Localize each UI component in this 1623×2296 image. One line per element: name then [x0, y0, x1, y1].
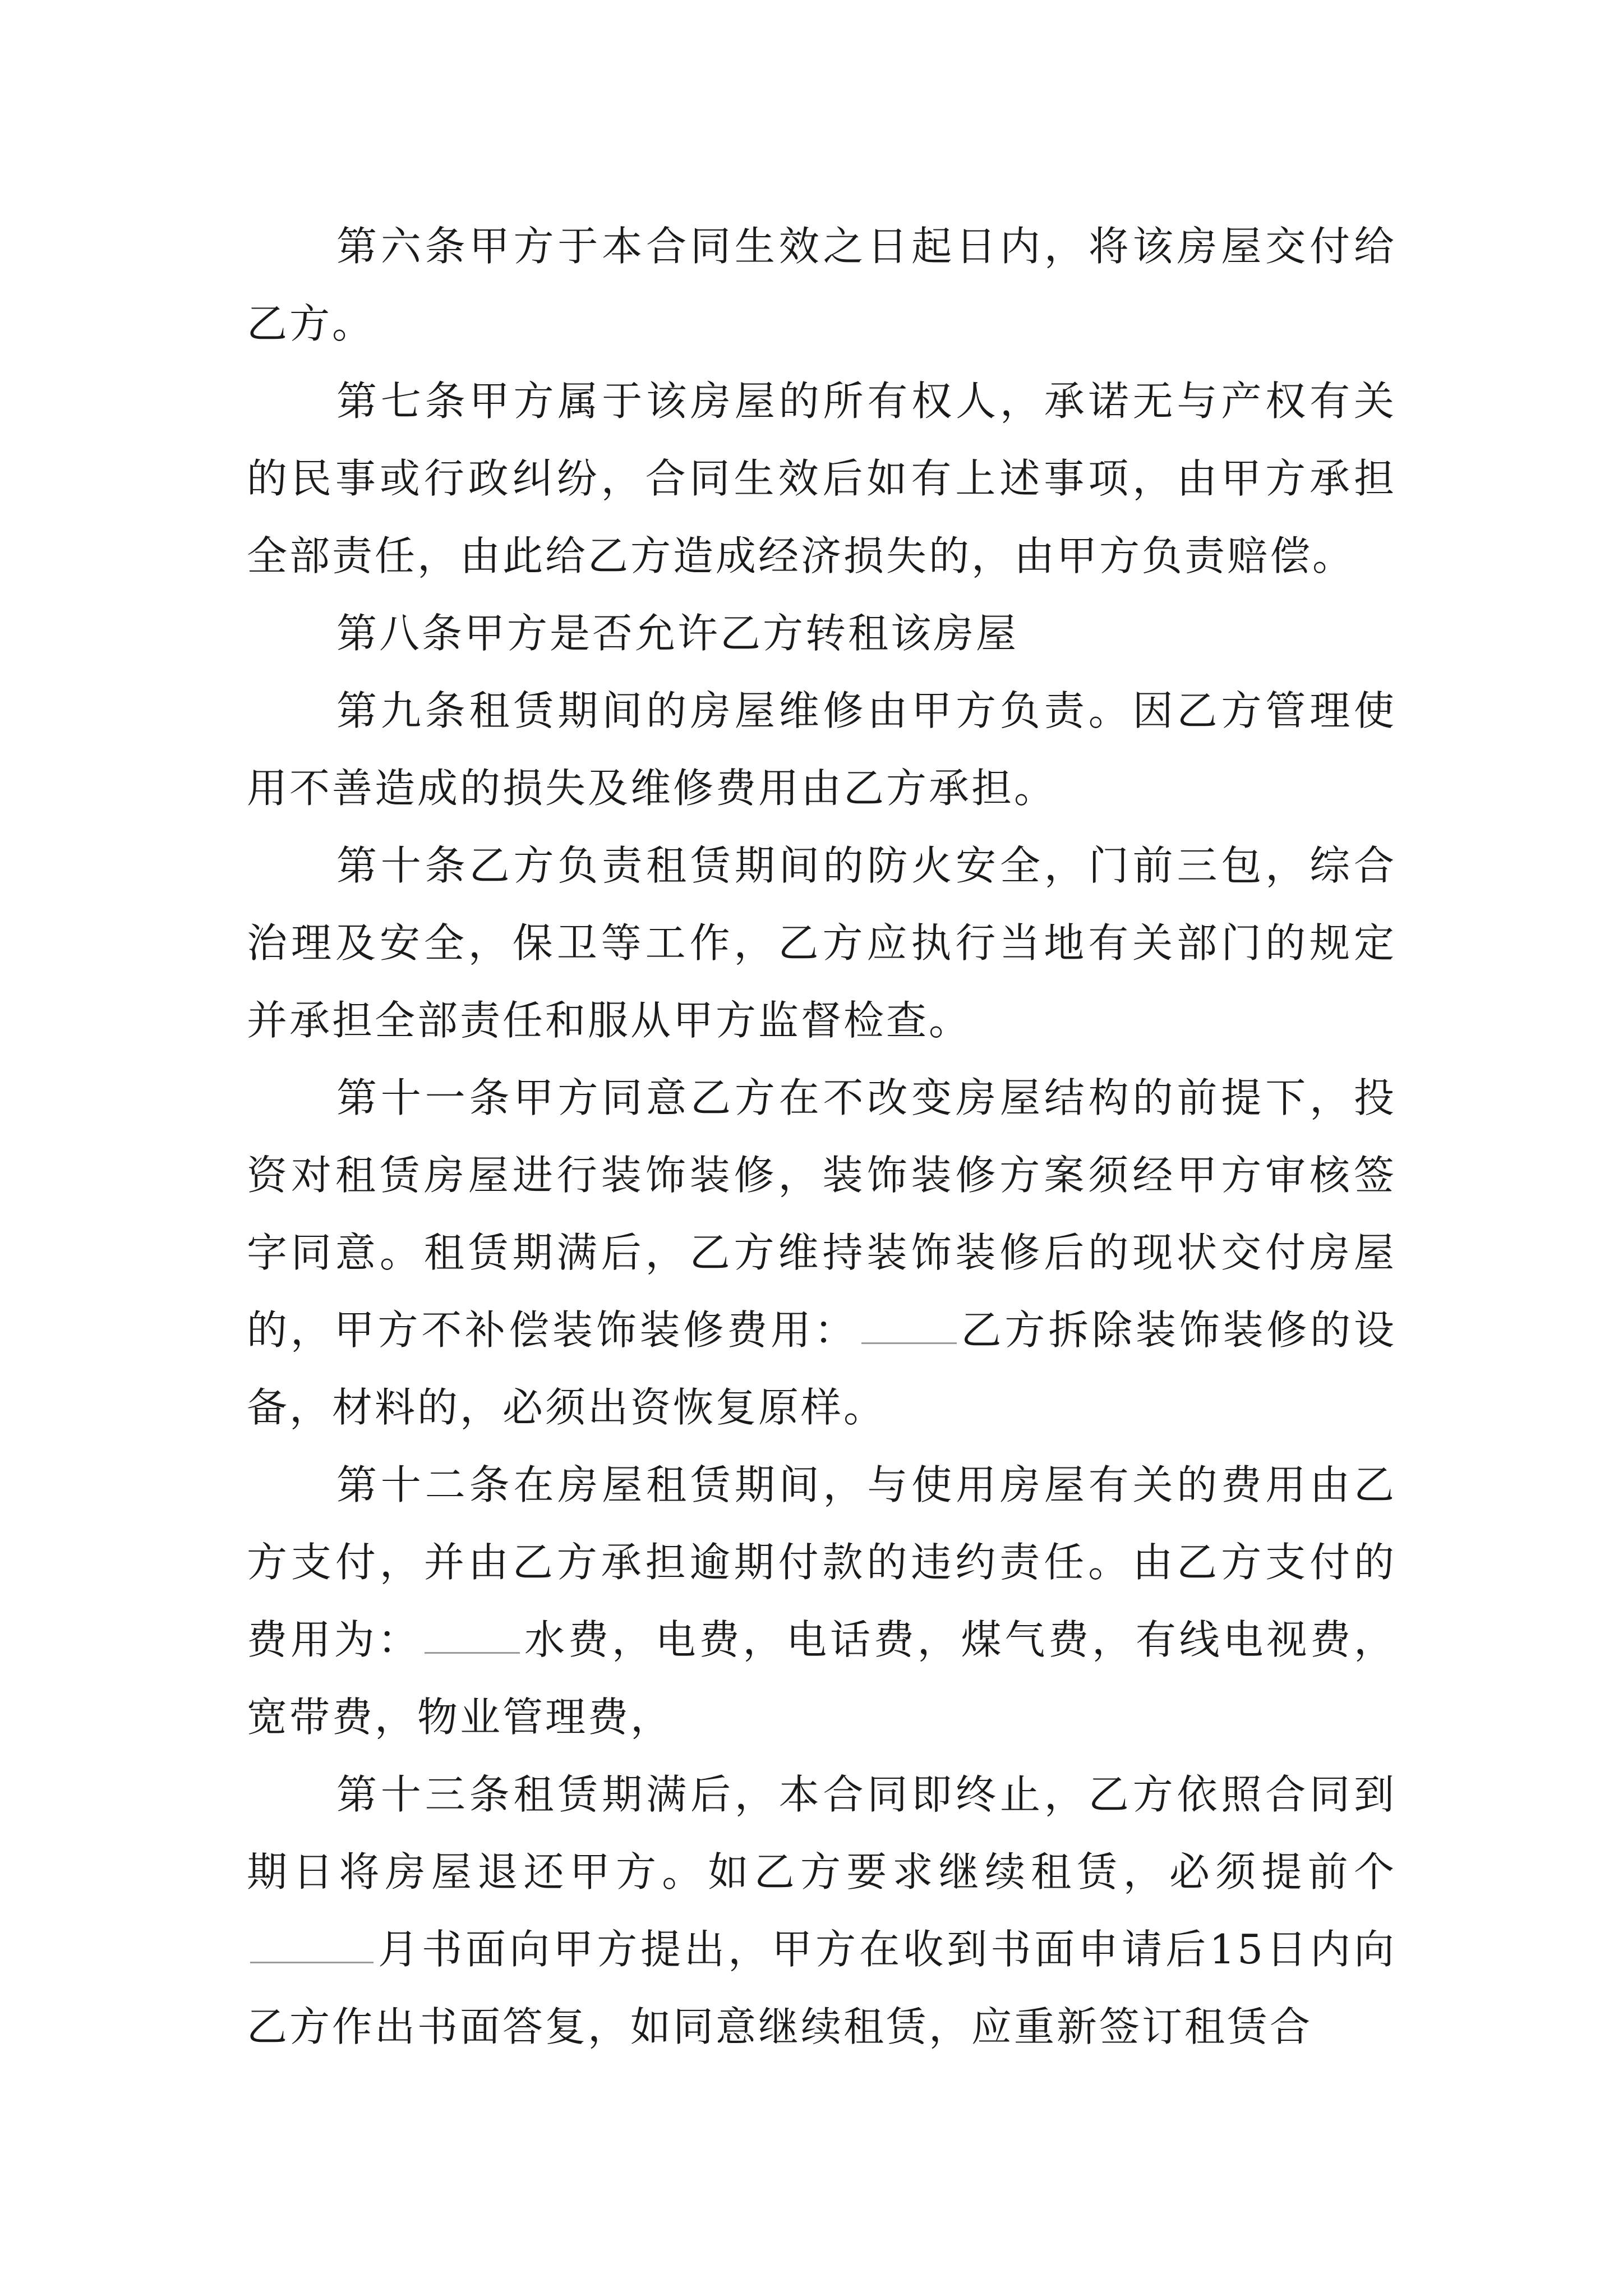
fill-in-blank[interactable]	[861, 1306, 957, 1344]
article-11-text-a: 第十一条甲方同意乙方在不改变房屋结构的前提下，投资对租赁房屋进行装饰装修，装饰装修方案须经甲方审核签字同意。租赁期满后，乙方维持装饰装修后的现状交付房屋的，甲方不补偿装饰装修费用：	[247, 1074, 1396, 1354]
article-6: 第六条甲方于本合同生效之日起日内，将该房屋交付给乙方。	[247, 223, 1396, 347]
article-13-text-b: 月书面向甲方提出，甲方在收到书面申请后15日内向乙方作出书面答复，如同意继续租赁，应重新签订租赁合	[247, 1926, 1396, 2050]
article-9: 第九条租赁期间的房屋维修由甲方负责。因乙方管理使用不善造成的损失及维修费用由乙方承担。	[247, 687, 1396, 812]
article-12-text-b: 水费，电费，电话费，煤气费，有线电视费，宽带费，物业管理费，	[247, 1616, 1396, 1741]
article-12-text-a: 第十二条在房屋租赁期间，与使用房屋有关的费用由乙方支付，并由乙方承担逾期付款的违约责任。由乙方支付的费用为：	[247, 1461, 1396, 1663]
article-13	[247, 1756, 1396, 2065]
article-12	[247, 1446, 1396, 1756]
article-11-text-b: 乙方拆除装饰装修的设备，材料的，必须出资恢复原样。	[247, 1306, 1396, 1431]
article-10: 第十条乙方负责租赁期间的防火安全，门前三包，综合治理及安全，保卫等工作，乙方应执行当地有关部门的规定并承担全部责任和服从甲方监督检查。	[247, 842, 1396, 1044]
article-11	[247, 1059, 1396, 1446]
article-13-text-a: 第十三条租赁期满后，本合同即终止，乙方依照合同到期日将房屋退还甲方。如乙方要求继续租赁，必须提前个	[247, 1771, 1396, 1895]
document-page	[247, 208, 1396, 2065]
article-7: 第七条甲方属于该房屋的所有权人，承诺无与产权有关的民事或行政纠纷，合同生效后如有上述事项，由甲方承担全部责任，由此给乙方造成经济损失的，由甲方负责赔偿。	[247, 378, 1396, 579]
fill-in-blank[interactable]	[250, 1926, 374, 1963]
article-8: 第八条甲方是否允许乙方转租该房屋	[336, 610, 1019, 657]
fill-in-blank[interactable]	[425, 1616, 520, 1654]
